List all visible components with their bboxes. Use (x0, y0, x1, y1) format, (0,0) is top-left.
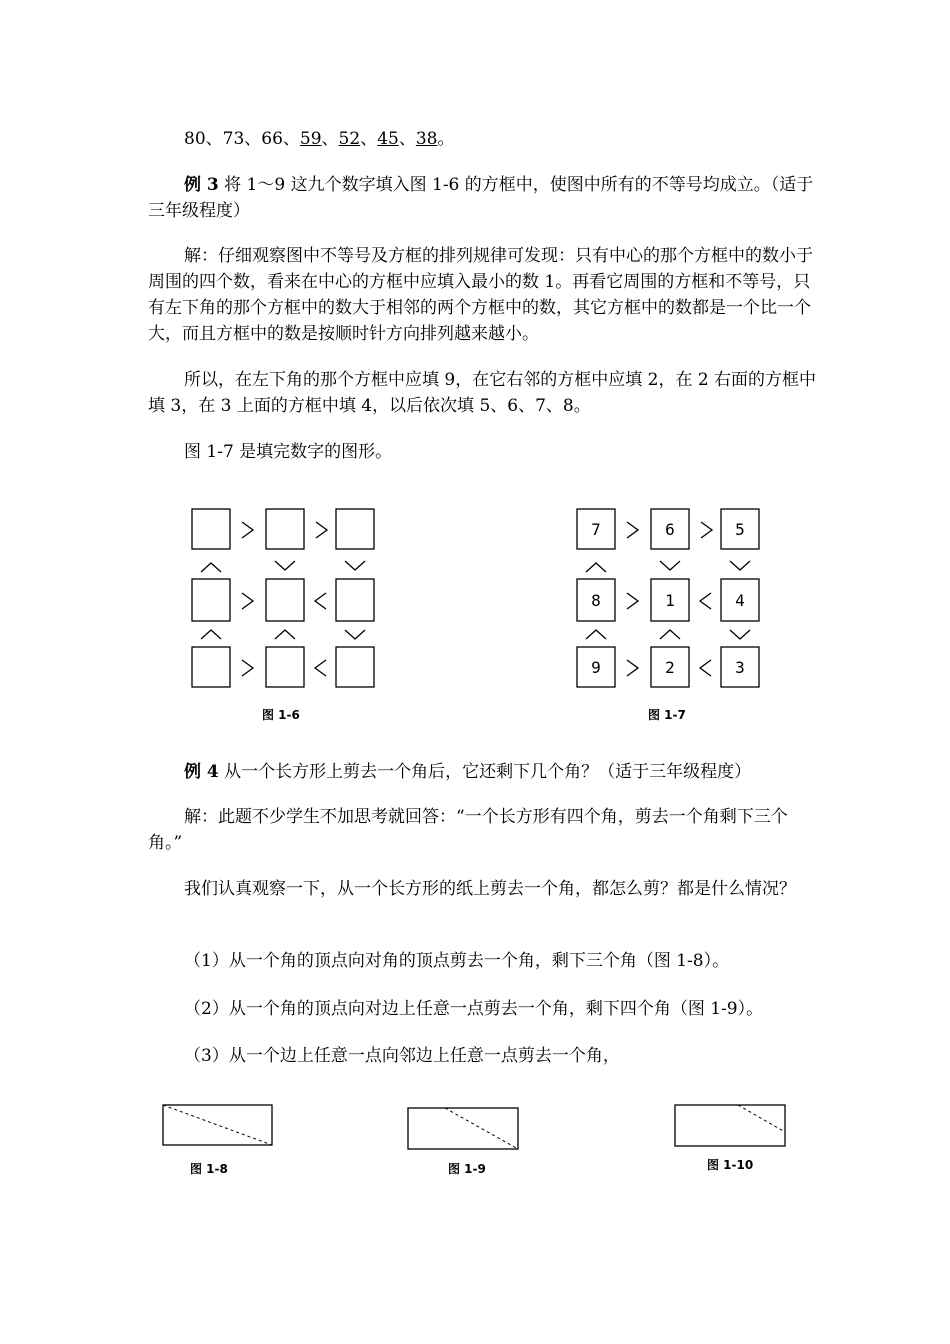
caret-down-sign (730, 561, 750, 570)
less-than-sign (315, 593, 326, 609)
example-text: 将 1～9 这九个数字填入图 1-6 的方框中，使图中所有的不等号均成立。（适于三年级程度） (148, 175, 814, 221)
caret-up-sign (660, 630, 680, 639)
example-3-problem (148, 172, 818, 224)
cell-number: 8 (591, 591, 601, 610)
empty-box (266, 579, 304, 621)
example-4-solution-2: 我们认真观察一下，从一个长方形的纸上剪去一个角，都怎么剪？都是什么情况？ (184, 879, 796, 899)
cell-number: 3 (735, 658, 745, 677)
case-2: （2）从一个角的顶点向对边上任意一点剪去一个角，剩下四个角（图 1-9）。 (184, 999, 764, 1019)
example-3-solution-2: 所以，在左下角的那个方框中应填 9，在它右邻的方框中应填 2，在 2 右面的方框中填 3，在 3 上面的方框中填 4，以后依次填 5、6、7、8。 (148, 370, 817, 416)
rectangle (675, 1105, 785, 1146)
sequence-prefix: 80、73、66、 (184, 129, 300, 149)
example-label: 例 3 (184, 175, 219, 195)
caret-up-sign (586, 630, 606, 639)
figure-1-6 (185, 505, 385, 695)
less-than-sign (700, 660, 711, 676)
caret-down-sign (345, 630, 365, 639)
separator: 、 (360, 129, 378, 149)
figure-1-10 (672, 1101, 790, 1151)
caret-up-sign (586, 563, 606, 572)
cut-line (445, 1108, 518, 1149)
caret-up-sign (201, 630, 221, 639)
separator: 、 (321, 129, 339, 149)
greater-than-sign (242, 660, 253, 676)
period: 。 (437, 129, 455, 149)
answer-number: 52 (338, 129, 361, 149)
example-3-solution-3: 图 1-7 是填完数字的图形。 (184, 442, 393, 462)
answer-number: 45 (377, 129, 399, 149)
figure-1-6-caption: 图 1-6 (262, 708, 300, 722)
empty-box (336, 579, 374, 621)
rectangle (408, 1108, 518, 1149)
cell-number: 1 (665, 591, 675, 610)
caret-up-sign (275, 630, 295, 639)
figure-1-9-caption: 图 1-9 (448, 1162, 486, 1176)
cut-line (163, 1105, 272, 1145)
empty-box (192, 647, 230, 687)
cell-number: 4 (735, 591, 745, 610)
figure-1-10-caption: 图 1-10 (707, 1158, 754, 1172)
example-3-solution-1: 解：仔细观察图中不等号及方框的排列规律可发现：只有中心的那个方框中的数小于周围的四个数，看来在中心的方框中应填入最小的数 1。再看它周围的方框和不等号，只有左下角的那个方框中的数大于相邻的两个方框中的数，其它方框中的数都是一个比一个大，而且方框中的数是按顺时针方向排列越来越小。 (148, 246, 813, 344)
cell-number: 2 (665, 658, 675, 677)
cell-number: 5 (735, 520, 745, 539)
cut-line (738, 1105, 785, 1132)
separator: 、 (398, 129, 416, 149)
greater-than-sign (242, 593, 253, 609)
figure-1-7-caption: 图 1-7 (648, 708, 686, 722)
empty-box (192, 579, 230, 621)
empty-box (336, 647, 374, 687)
greater-than-sign (627, 593, 638, 609)
case-1: （1）从一个角的顶点向对角的顶点剪去一个角，剩下三个角（图 1-8）。 (184, 951, 730, 971)
empty-box (266, 647, 304, 687)
greater-than-sign (627, 522, 638, 538)
example-label: 例 4 (184, 762, 219, 782)
answer-number: 38 (415, 129, 438, 149)
caret-down-sign (275, 561, 295, 570)
example-4-problem (148, 759, 818, 785)
greater-than-sign (316, 522, 327, 538)
example-4-solution-1: 解：此题不少学生不加思考就回答：“一个长方形有四个角，剪去一个角剩下三个角。” (148, 807, 788, 853)
less-than-sign (315, 660, 326, 676)
case-3: （3）从一个边上任意一点向邻边上任意一点剪去一个角， (184, 1046, 620, 1066)
empty-box (266, 509, 304, 549)
greater-than-sign (627, 660, 638, 676)
caret-down-sign (660, 561, 680, 570)
cell-number: 7 (591, 520, 601, 539)
figure-1-7 (570, 505, 770, 695)
greater-than-sign (701, 522, 712, 538)
cell-number: 6 (665, 520, 675, 539)
figure-1-9 (405, 1104, 523, 1154)
example-text: 从一个长方形上剪去一个角后，它还剩下几个角？（适于三年级程度） (218, 762, 752, 782)
figure-1-8-caption: 图 1-8 (190, 1162, 228, 1176)
caret-down-sign (345, 561, 365, 570)
less-than-sign (700, 593, 711, 609)
empty-box (192, 509, 230, 549)
cell-number: 9 (591, 658, 601, 677)
figure-1-8 (160, 1100, 278, 1152)
sequence-line (148, 126, 818, 152)
greater-than-sign (242, 522, 253, 538)
caret-up-sign (201, 563, 221, 572)
answer-number: 59 (299, 129, 322, 149)
empty-box (336, 509, 374, 549)
caret-down-sign (730, 630, 750, 639)
